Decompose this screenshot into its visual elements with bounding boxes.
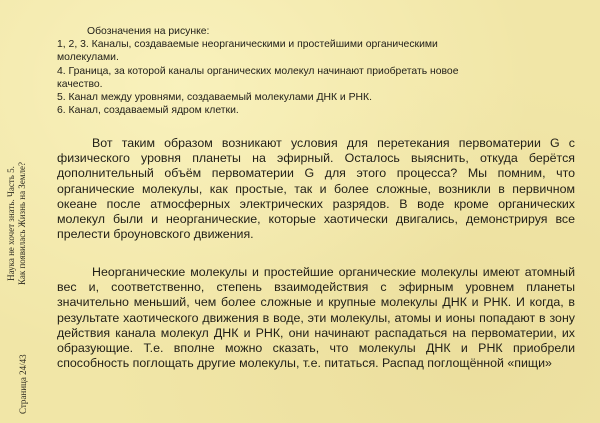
- legend-line: 4. Граница, за которой каналы органических молекул начинают приобретать новое: [57, 65, 459, 77]
- figure-legend: [57, 25, 527, 117]
- body-paragraph-1: Вот таким образом возникают условия для перетекания первоматерии G с физического уровня планеты на эфирный. Осталось выяснить, откуда берётся дополнительный объём первоматерии G для этого процесса? Мы помним, что органические молекулы, как простые, так и более сложные, возникли в первичном океане после атмосферных электрических разрядов. В воде кроме органических молекул были и неорганические, которые хаотически двигались, демонстрируя все прелести броуновского движения.: [57, 136, 575, 242]
- legend-line: 6. Канал, создаваемый ядром клетки.: [57, 105, 239, 117]
- document-title-line2: Как появилась Жизнь на Земле?: [17, 161, 27, 285]
- legend-line: молекулами.: [57, 52, 119, 64]
- document-title: [6, 162, 28, 285]
- legend-line: 1, 2, 3. Каналы, создаваемые неорганическими и простейшими органическими: [57, 39, 438, 51]
- body-paragraph-2: Неорганические молекулы и простейшие органические молекулы имеют атомный вес и, соответственно, степень взаимодействия с эфирным уровнем планеты значительно меньший, чем более сложные и крупные молекулы ДНК и РНК. И когда, в результате хаотического движения в воде, эти молекулы, атомы и ионы попадают в зону действия канала молекул ДНК и РНК, они начинают распадаться на первоматерии, их образующие. Т.е. вполне можно сказать, что молекулы ДНК и РНК приобрели способность поглощать другие молекулы, т.е. питаться. Распад поглощённой «пищи»: [57, 265, 575, 371]
- side-header-rotated: [4, 152, 44, 414]
- page-number: Страница 24/43: [18, 353, 28, 414]
- legend-line: качество.: [57, 78, 103, 90]
- legend-line: 5. Канал между уровнями, создаваемый молекулами ДНК и РНК.: [57, 92, 372, 104]
- document-title-line1: Наука не хочет знать. Часть 5.: [6, 165, 16, 281]
- side-header: [2, 150, 46, 415]
- legend-title: Обозначения на рисунке:: [87, 26, 210, 37]
